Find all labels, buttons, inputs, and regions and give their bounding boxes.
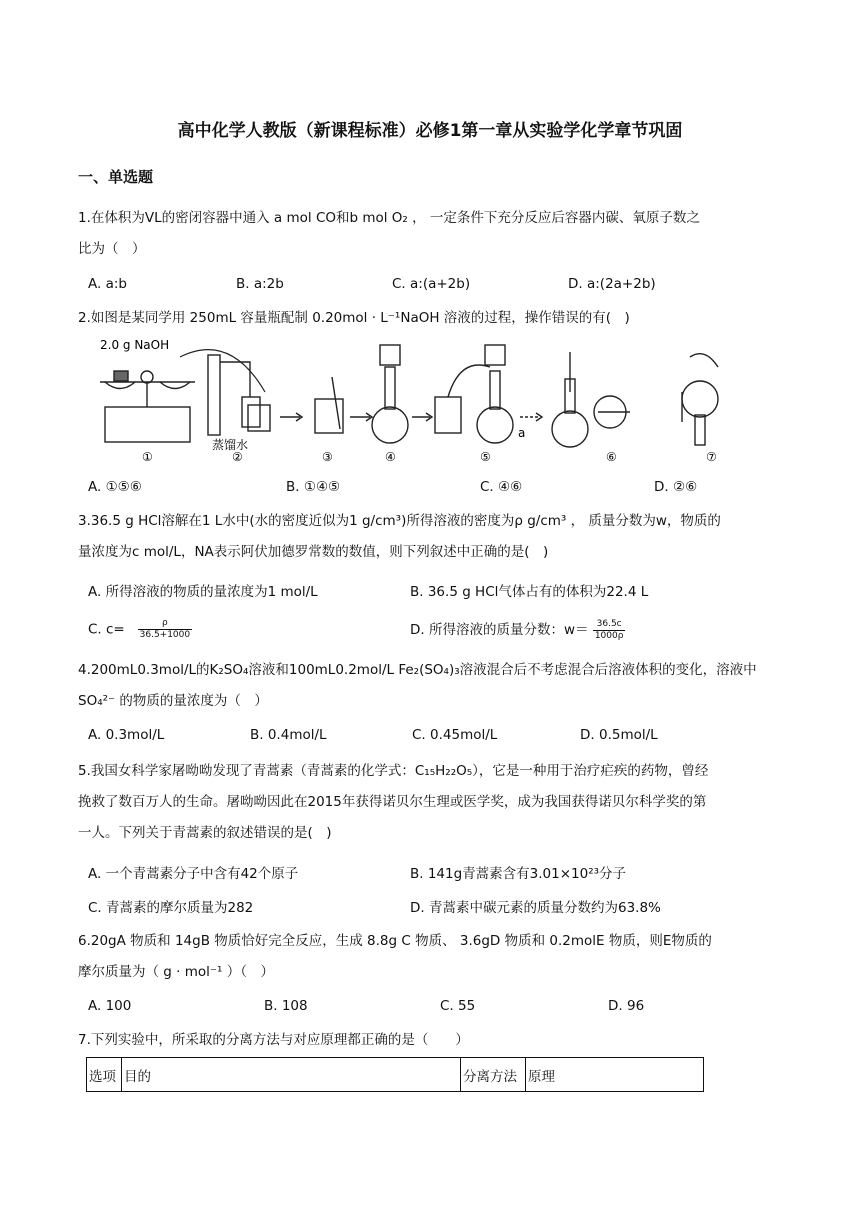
question-6-options <box>88 998 788 1022</box>
figure-label-4: ④ <box>385 450 396 464</box>
option-c[interactable]: C. a:(a+2b) <box>392 276 471 292</box>
solution-preparation-figure <box>100 337 735 472</box>
table-header-method: 分离方法 <box>461 1058 526 1092</box>
table-header-purpose: 目的 <box>122 1058 461 1092</box>
question-6 <box>78 926 784 988</box>
option-c[interactable]: C. 青蒿素的摩尔质量为282 <box>88 900 254 916</box>
option-b[interactable]: B. a:2b <box>236 276 284 292</box>
option-a[interactable]: A. 0.3mol/L <box>88 727 165 743</box>
question-2-line-1: 2.如图是某同学用 250mL 容量瓶配制 0.20mol · L⁻¹NaOH 溶液的过程，操作错误的有( ) <box>78 310 630 326</box>
table-header-row <box>87 1058 704 1092</box>
question-7-table <box>86 1057 704 1092</box>
question-3 <box>78 506 784 568</box>
question-2-options <box>88 479 788 503</box>
question-5-options-row-2 <box>88 896 788 920</box>
figure-label-3: ③ <box>322 450 333 464</box>
option-d[interactable]: D. 96 <box>608 998 645 1014</box>
option-c-numerator: ρ <box>138 618 192 630</box>
option-c[interactable]: C. ④⑥ <box>480 479 523 495</box>
option-b[interactable]: B. 36.5 g HCl气体占有的体积为22.4 L <box>410 584 649 600</box>
option-a[interactable]: A. ①⑤⑥ <box>88 479 142 495</box>
question-5 <box>78 756 784 849</box>
figure-label-7: ⑦ <box>706 450 717 464</box>
figure-label-a: a <box>518 426 526 440</box>
question-4-line-2: SO₄²⁻ 的物质的量浓度为（ ） <box>78 693 268 709</box>
question-4-line-1: 4.200mL0.3mol/L的K₂SO₄溶液和100mL0.2mol/L Fe₂(SO₄)₃溶液混合后不考虑混合后溶液体积的变化，溶液中 <box>78 662 757 678</box>
question-1 <box>78 203 784 265</box>
option-c[interactable]: C. 0.45mol/L <box>412 727 498 743</box>
question-5-line-2: 挽救了数百万人的生命。屠呦呦因此在2015年获得诺贝尔生理或医学奖，成为我国获得诺贝尔科学奖的第 <box>78 794 707 810</box>
option-b[interactable]: B. 108 <box>264 998 308 1014</box>
figure-label-water: 蒸馏水 <box>212 438 249 452</box>
table-header-option: 选项 <box>87 1058 122 1092</box>
option-d-numerator: 36.5c <box>593 619 626 631</box>
question-2 <box>78 303 784 334</box>
question-3-options-row-1 <box>88 580 788 604</box>
option-a[interactable]: A. a:b <box>88 276 127 292</box>
question-7-line-1: 7.下列实验中，所采取的分离方法与对应原理都正确的是（ ） <box>78 1032 469 1048</box>
section-heading: 一、单选题 <box>78 168 154 186</box>
figure-label-5: ⑤ <box>480 450 491 464</box>
question-7 <box>78 1025 784 1056</box>
option-d[interactable] <box>410 618 625 642</box>
option-d-prefix: D. 所得溶液的质量分数：w＝ <box>410 622 589 638</box>
question-4-options <box>88 727 788 751</box>
option-c-fraction <box>138 618 192 641</box>
question-6-line-2: 摩尔质量为（ g · mol⁻¹ ）（ ） <box>78 964 274 980</box>
option-d-fraction <box>593 619 626 642</box>
figure-label-6: ⑥ <box>606 450 617 464</box>
question-6-line-1: 6.20gA 物质和 14gB 物质恰好完全反应，生成 8.8g C 物质、 3.6gD 物质和 0.2molE 物质，则E物质的 <box>78 933 712 949</box>
option-d-denominator: 1000ρ <box>594 630 624 641</box>
option-d[interactable]: D. a:(2a+2b) <box>568 276 656 292</box>
figure-label-naoh: 2.0 g NaOH <box>100 338 170 352</box>
option-c-denominator: 36.5+1000 <box>139 630 191 640</box>
question-1-options <box>88 276 788 300</box>
option-b[interactable]: B. ①④⑤ <box>286 479 341 495</box>
option-d[interactable]: D. 0.5mol/L <box>580 727 658 743</box>
question-3-options-row-2 <box>88 618 788 648</box>
question-3-line-1: 3.36.5 g HCl溶解在1 L水中(水的密度近似为1 g/cm³)所得溶液的密度为ρ g/cm³ ， 质量分数为w，物质的 <box>78 513 721 529</box>
question-1-line-2: 比为（ ） <box>78 241 146 257</box>
option-c[interactable]: C. 55 <box>440 998 476 1014</box>
figure-label-2: ② <box>232 450 243 464</box>
option-b[interactable]: B. 0.4mol/L <box>250 727 327 743</box>
question-1-line-1: 1.在体积为VL的密闭容器中通入 a mol CO和b mol O₂ ， 一定条件下充分反应后容器内碳、氧原子数之 <box>78 210 700 226</box>
option-a[interactable]: A. 100 <box>88 998 132 1014</box>
question-5-line-3: 一人。下列关于青蒿素的叙述错误的是( ) <box>78 825 332 841</box>
question-3-line-2: 量浓度为c mol/L，NA表示阿伏加德罗常数的数值，则下列叙述中正确的是( ) <box>78 544 549 560</box>
table-header-principle: 原理 <box>526 1058 704 1092</box>
figure-label-1: ① <box>142 450 153 464</box>
question-4 <box>78 655 784 717</box>
option-b[interactable]: B. 141g青蒿素含有3.01×10²³分子 <box>410 866 627 882</box>
question-5-line-1: 5.我国女科学家屠呦呦发现了青蒿素（青蒿素的化学式：C₁₅H₂₂O₅），它是一种用于治疗疟疾的药物，曾经 <box>78 763 709 779</box>
option-d[interactable]: D. ②⑥ <box>654 479 698 495</box>
option-a[interactable]: A. 一个青蒿素分子中含有42个原子 <box>88 866 299 882</box>
option-a[interactable]: A. 所得溶液的物质的量浓度为1 mol/L <box>88 584 318 600</box>
option-c-prefix: C. c= <box>88 621 125 638</box>
option-d[interactable]: D. 青蒿素中碳元素的质量分数约为63.8% <box>410 900 661 916</box>
option-c[interactable] <box>88 618 192 641</box>
page-title: 高中化学人教版（新课程标准）必修1第一章从实验学化学章节巩固 <box>177 121 683 141</box>
question-5-options-row-1 <box>88 862 788 886</box>
